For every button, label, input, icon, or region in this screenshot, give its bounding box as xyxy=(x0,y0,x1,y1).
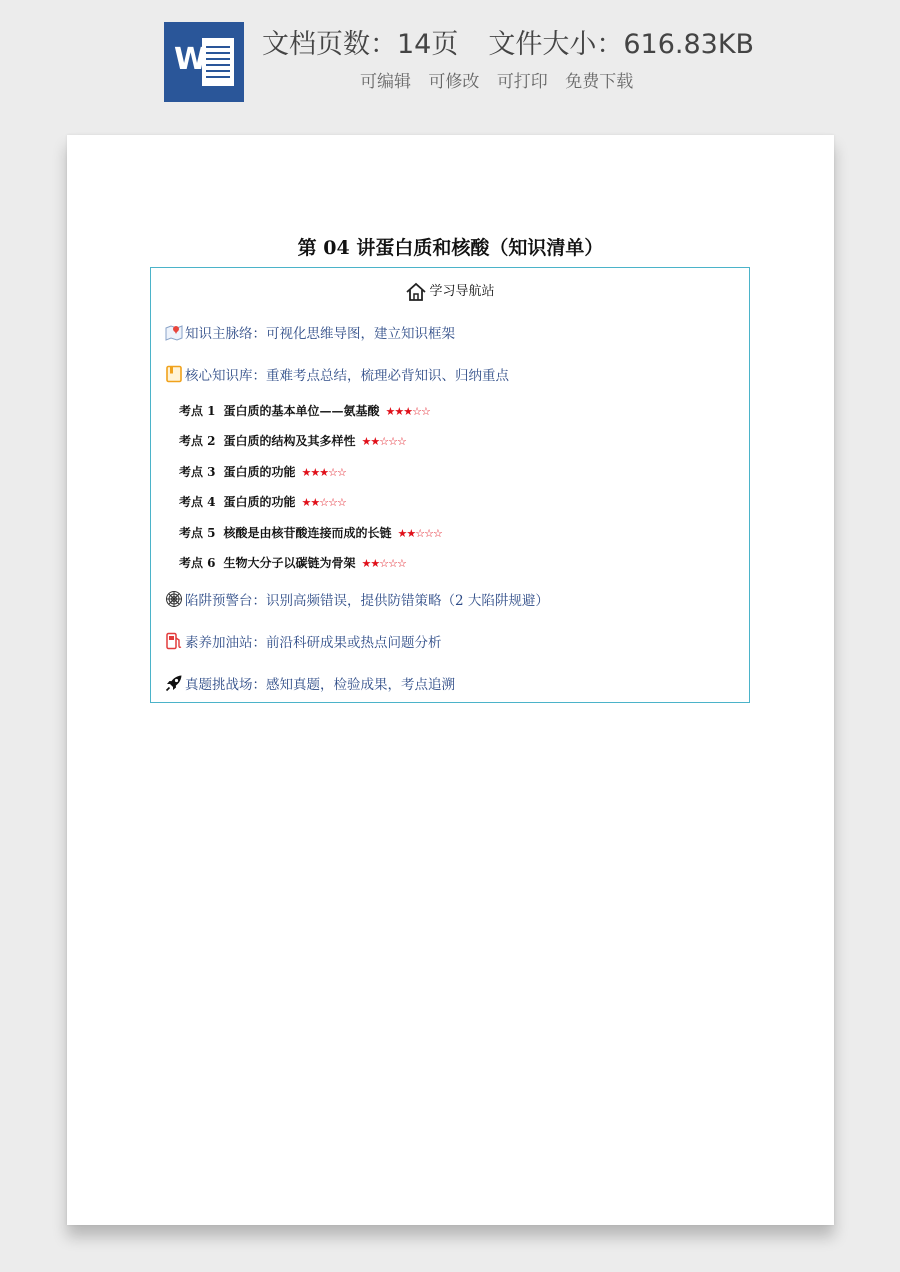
action-modify[interactable]: 可修改 xyxy=(428,72,480,92)
section-text: 真题挑战场：感知真题，检验成果，考点追溯 xyxy=(185,677,455,693)
page-count: 文档页数：14页 xyxy=(262,29,459,60)
action-list xyxy=(360,67,633,92)
map-pin-icon xyxy=(165,323,183,341)
document-page xyxy=(67,135,834,1225)
kaodian-item-3 xyxy=(179,463,346,480)
file-info xyxy=(262,22,754,61)
section-text: 陷阱预警台：识别高频错误，提供防错策略（2 大陷阱规避） xyxy=(185,593,549,609)
fuel-pump-icon xyxy=(165,632,183,650)
star-rating: ★★★☆☆ xyxy=(301,466,346,479)
nav-heading xyxy=(151,280,749,302)
section-text: 素养加油站：前沿科研成果或热点问题分析 xyxy=(185,635,442,651)
kaodian-item-4 xyxy=(179,493,346,510)
book-icon xyxy=(165,365,183,383)
home-icon xyxy=(405,282,427,302)
item-text: 蛋白质的功能 xyxy=(223,495,296,509)
study-navigation-box xyxy=(150,267,750,703)
section-knowledge-map xyxy=(165,322,455,342)
document-title: 第 04 讲蛋白质和核酸（知识清单） xyxy=(297,237,604,259)
section-literacy xyxy=(165,631,442,651)
star-rating: ★★☆☆☆ xyxy=(361,435,406,448)
kaodian-item-5 xyxy=(179,524,442,541)
action-print[interactable]: 可打印 xyxy=(496,72,548,92)
kaodian-item-6 xyxy=(179,554,406,571)
section-text: 知识主脉络：可视化思维导图，建立知识框架 xyxy=(185,326,455,342)
star-rating: ★★☆☆☆ xyxy=(361,557,406,570)
item-text: 生物大分子以碳链为骨架 xyxy=(223,556,356,570)
word-letter: W xyxy=(174,42,208,77)
section-real-exam xyxy=(165,673,455,693)
kaodian-item-1 xyxy=(179,402,430,419)
section-text: 核心知识库：重难考点总结，梳理必背知识、归纳重点 xyxy=(185,368,509,384)
item-number: 考点 1 xyxy=(179,404,216,418)
rocket-icon xyxy=(165,674,183,692)
action-edit[interactable]: 可编辑 xyxy=(360,72,411,92)
kaodian-item-2 xyxy=(179,432,406,449)
file-size: 文件大小：616.83KB xyxy=(488,29,755,60)
nav-heading-text: 学习导航站 xyxy=(429,284,495,299)
star-rating: ★★☆☆☆ xyxy=(301,496,346,509)
item-text: 蛋白质的基本单位——氨基酸 xyxy=(223,404,380,418)
web-icon xyxy=(165,590,183,608)
item-number: 考点 4 xyxy=(179,495,216,509)
item-number: 考点 6 xyxy=(179,556,216,570)
section-trap-warning xyxy=(165,589,549,609)
word-icon xyxy=(164,22,244,102)
star-rating: ★★☆☆☆ xyxy=(397,527,442,540)
item-number: 考点 2 xyxy=(179,434,216,448)
item-text: 蛋白质的功能 xyxy=(223,465,296,479)
item-text: 蛋白质的结构及其多样性 xyxy=(223,434,356,448)
item-text: 核酸是由核苷酸连接而成的长链 xyxy=(223,526,392,540)
item-number: 考点 5 xyxy=(179,526,216,540)
item-number: 考点 3 xyxy=(179,465,216,479)
action-download[interactable]: 免费下载 xyxy=(565,72,634,92)
section-core-knowledge xyxy=(165,364,509,384)
star-rating: ★★★☆☆ xyxy=(385,405,430,418)
